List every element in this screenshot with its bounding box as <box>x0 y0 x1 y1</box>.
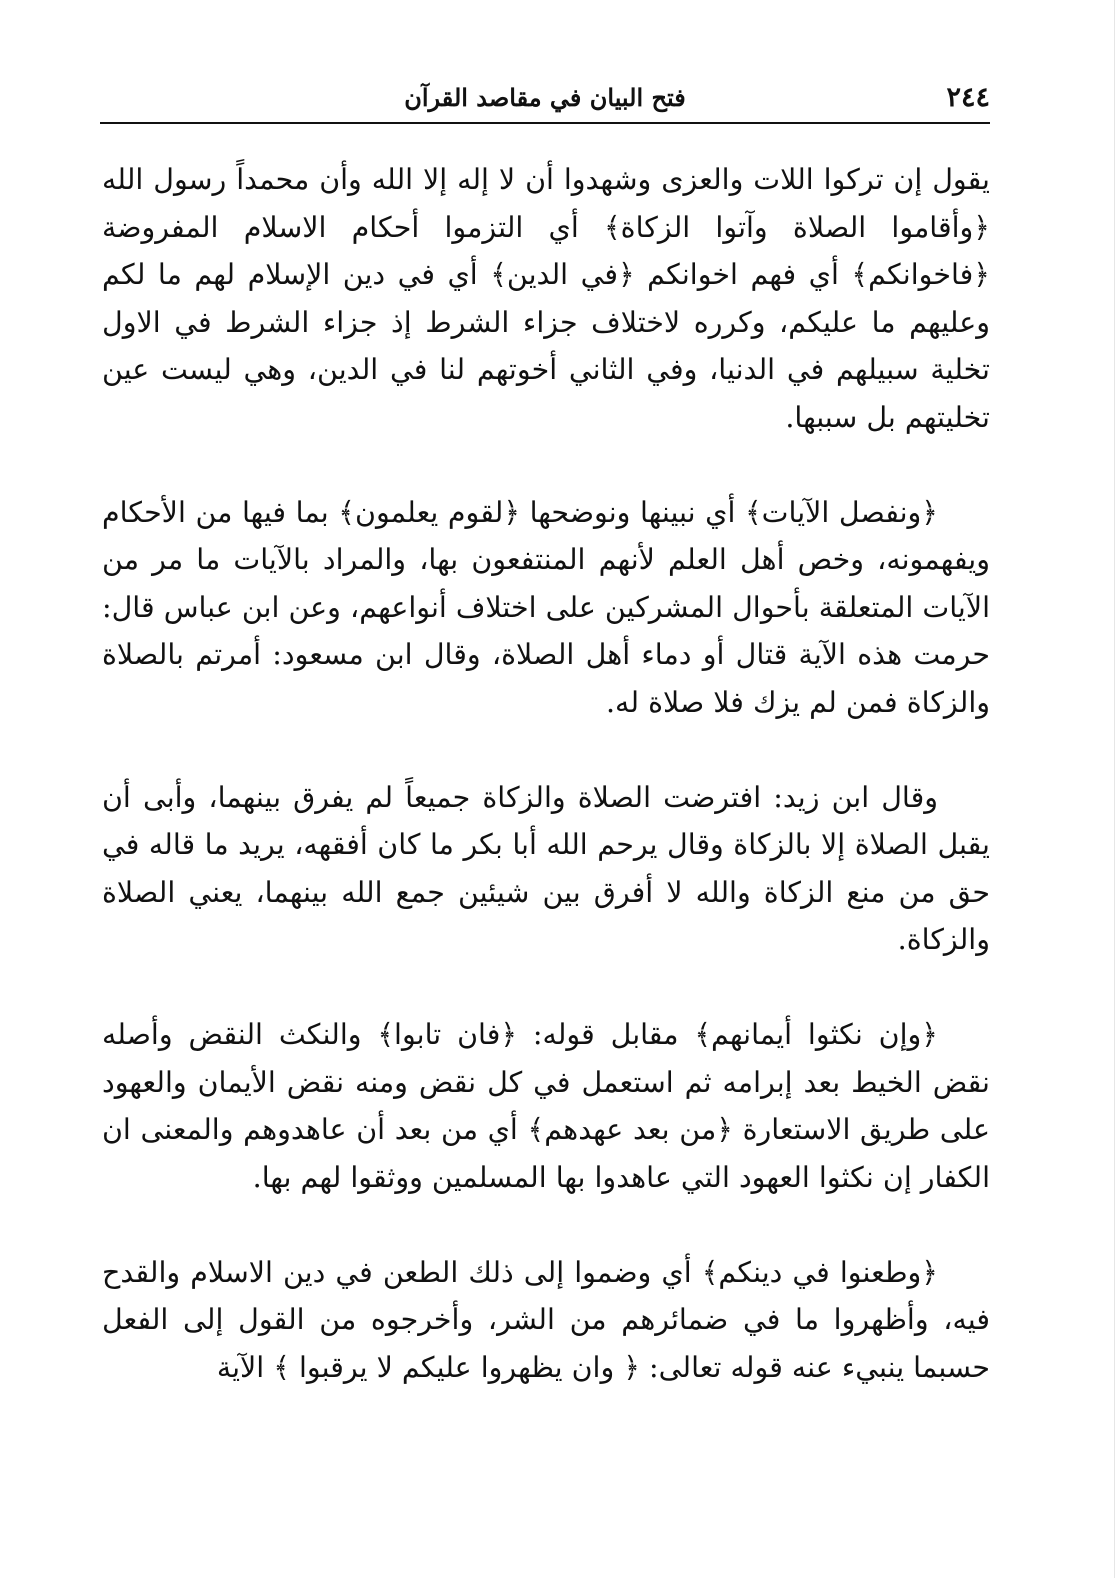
paragraph-1: يقول إن تركوا اللات والعزى وشهدوا أن لا إله إلا الله وأن محمداً رسول الله ﴿وأقاموا الصلاة وآتوا الزكاة﴾ أي التزموا أحكام الاسلام المفروضة ﴿فاخوانكم﴾ أي فهم اخوانكم ﴿في الدين﴾ أي في دين الإسلام لهم ما لكم وعليهم ما عليكم، وكرره لاختلاف جزاء الشرط إذ جزاء الشرط في الاول تخلية سبيلهم في الدنيا، وفي الثاني أخوتهم لنا في الدين، وهي ليست عين تخليتهم بل سببها. <box>102 163 990 434</box>
running-title: فتح البيان في مقاصد القرآن <box>404 83 686 112</box>
header-rule <box>100 122 990 124</box>
page-header <box>100 78 990 120</box>
paragraph-2: ﴿ونفصل الآيات﴾ أي نبينها ونوضحها ﴿لقوم يعلمون﴾ بما فيها من الأحكام ويفهمونه، وخص أهل العلم لأنهم المنتفعون بها، والمراد بالآيات ما مر من الآيات المتعلقة بأحوال المشركين على اختلاف أنواعهم، وعن ابن عباس قال: حرمت هذه الآية قتال أو دماء أهل الصلاة، وقال ابن مسعود: أمرتم بالصلاة والزكاة فمن لم يزك فلا صلاة له. <box>102 495 990 719</box>
page-number: ٢٤٤ <box>946 82 990 113</box>
body-text <box>102 156 990 1391</box>
paragraph-3: وقال ابن زيد: افترضت الصلاة والزكاة جميعاً لم يفرق بينهما، وأبى أن يقبل الصلاة إلا بالزكاة وقال يرحم الله أبا بكر ما كان أفقهه، يريد ما قاله في حق من منع الزكاة والله لا أفرق بين شيئين جمع الله بينهما، يعني الصلاة والزكاة. <box>102 780 990 956</box>
paragraph-4: ﴿وإن نكثوا أيمانهم﴾ مقابل قوله: ﴿فان تابوا﴾ والنكث النقض وأصله نقض الخيط بعد إبرامه ثم استعمل في كل نقض ومنه نقض الأيمان والعهود على طريق الاستعارة ﴿من بعد عهدهم﴾ أي من بعد أن عاهدوهم والمعنى ان الكفار إن نكثوا العهود التي عاهدوا بها المسلمين ووثقوا لهم بها. <box>102 1018 990 1194</box>
paragraph-5: ﴿وطعنوا في دينكم﴾ أي وضموا إلى ذلك الطعن في دين الاسلام والقدح فيه، وأظهروا ما في ضمائرهم من الشر، وأخرجوه من القول إلى الفعل حسبما ينبيء عنه قوله تعالى: ﴿ وان يظهروا عليكم لا يرقبوا ﴾ الآية <box>102 1255 990 1384</box>
